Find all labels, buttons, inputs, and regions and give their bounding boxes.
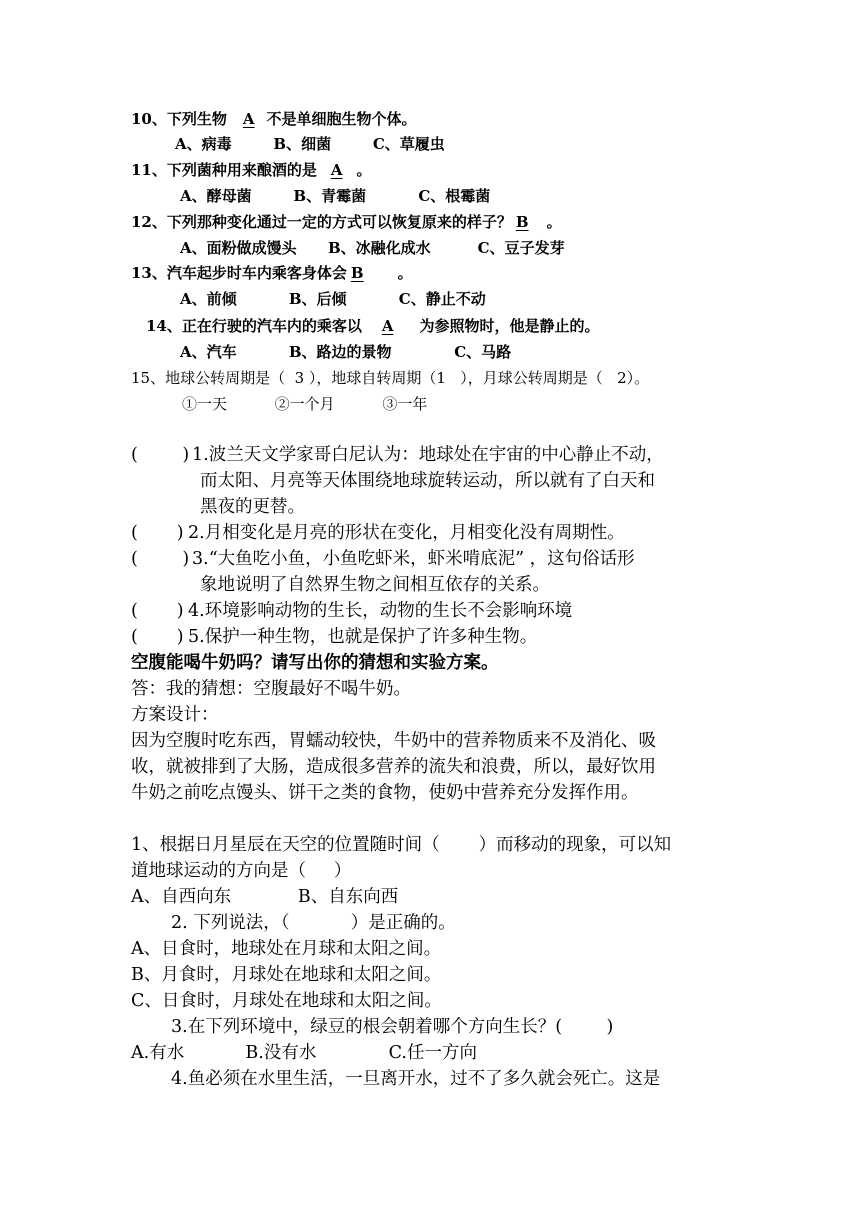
tf-2-mark: ( ) [131,523,184,543]
question-12-answer: B [515,213,529,231]
tf-5-mark: ( ) [131,627,184,647]
essay-plan-line-1: 因为空腹时吃东西，胃蠕动较快，牛奶中的营养物质来不及消化、吸 [131,731,656,751]
final-q2-option-c: C、日食时，月球处在地球和太阳之间。 [131,991,442,1011]
tf-3-line-1: 3.“大鱼吃小鱼，小鱼吃虾米，虾米啃底泥” ，这句俗话形 [192,549,635,569]
question-12-stem: 12、下列那种变化通过一定的方式可以恢复原来的样子？ [131,213,512,231]
final-q1-options: A、自西向东 B、自东向西 [131,887,399,907]
final-q4-stem: 4.鱼必须在水里生活，一旦离开水，过不了多久就会死亡。这是 [171,1069,661,1089]
tf-4-line-1: 4.环境影响动物的生长，动物的生长不会影响环境 [188,601,573,621]
essay-question: 空腹能喝牛奶吗？请写出你的猜想和实验方案。 [131,653,499,673]
final-q3-options: A.有水 B.没有水 C.任一方向 [131,1043,477,1063]
essay-answer: 答：我的猜想：空腹最好不喝牛奶。 [131,679,411,699]
final-q2-option-b: B、月食时，月球处在地球和太阳之间。 [131,965,442,985]
tf-5-line-1: 5.保护一种生物，也就是保护了许多种生物。 [188,627,538,647]
question-10-options: A、病毒 B、细菌 C、草履虫 [175,135,445,153]
final-q2-stem: 2. 下列说法，（ ）是正确的。 [171,913,456,933]
final-q2-option-a: A、日食时，地球处在月球和太阳之间。 [131,939,442,959]
question-14-options: A、汽车 B、路边的景物 C、马路 [180,343,512,361]
tf-4-mark: ( ) [131,601,184,621]
question-11-options: A、酵母菌 B、青霉菌 C、根霉菌 [180,187,491,205]
tf-1-line-3: 黑夜的更替。 [200,497,305,517]
question-12-options: A、面粉做成馒头 B、冰融化成水 C、豆子发芽 [180,239,565,257]
question-12 [131,215,562,230]
question-12-stem-end: 。 [546,213,562,231]
essay-plan-label: 方案设计： [131,705,219,725]
question-11 [131,163,372,178]
final-q3-stem: 3.在下列环境中，绿豆的根会朝着哪个方向生长？( ) [171,1017,614,1037]
tf-1-line-1: 1.波兰天文学家哥白尼认为：地球处在宇宙的中心静止不动， [192,445,664,465]
tf-3-line-2: 象地说明了自然界生物之间相互依存的关系。 [200,575,550,595]
question-15-options: ①一天 ②一个月 ③一年 [182,395,428,413]
essay-plan-line-2: 收，就被排到了大肠，造成很多营养的流失和浪费，所以，最好饮用 [131,757,656,777]
question-10-answer: A [242,110,255,128]
essay-plan-line-3: 牛奶之前吃点馒头、饼干之类的食物，使奶中营养充分发挥作用。 [131,783,639,803]
question-11-stem-end: 。 [356,161,372,179]
tf-1-line-2: 而太阳、月亮等天体围绕地球旋转运动，所以就有了白天和 [200,471,655,491]
tf-1-mark: ( ) [131,445,190,465]
final-q1-line-2: 道地球运动的方向是（ ） [131,861,352,881]
question-13-stem-end: 。 [397,264,413,282]
question-13-stem: 13、汽车起步时车内乘客身体会 [131,264,347,282]
tf-3-mark: ( ) [131,549,190,569]
tf-2-line-1: 2.月相变化是月亮的形状在变化，月相变化没有周期性。 [188,523,625,543]
question-13-options: A、前倾 B、后倾 C、静止不动 [180,290,486,308]
question-14-answer: A [381,317,394,335]
question-14-stem-end: 为参照物时，他是静止的。 [419,317,600,335]
question-11-answer: A [330,161,343,179]
question-10-stem-end: 不是单细胞生物个体。 [266,110,417,128]
question-11-stem: 11、下列菌种用来酿酒的是 [131,161,317,179]
question-10-stem: 10、下列生物 [131,110,227,128]
question-14 [146,319,600,334]
question-13-answer: B [350,264,364,282]
final-q1-line-1: 1、根据日月星辰在天空的位置随时间（ ）而移动的现象，可以知 [131,835,672,855]
question-13 [131,266,413,281]
question-14-stem: 14、正在行驶的汽车内的乘客以 [146,317,362,335]
question-10 [131,112,417,127]
question-15: 15、地球公转周期是（ 3 ），地球自转周期（1 ），月球公转周期是（ 2）。 [131,369,650,387]
